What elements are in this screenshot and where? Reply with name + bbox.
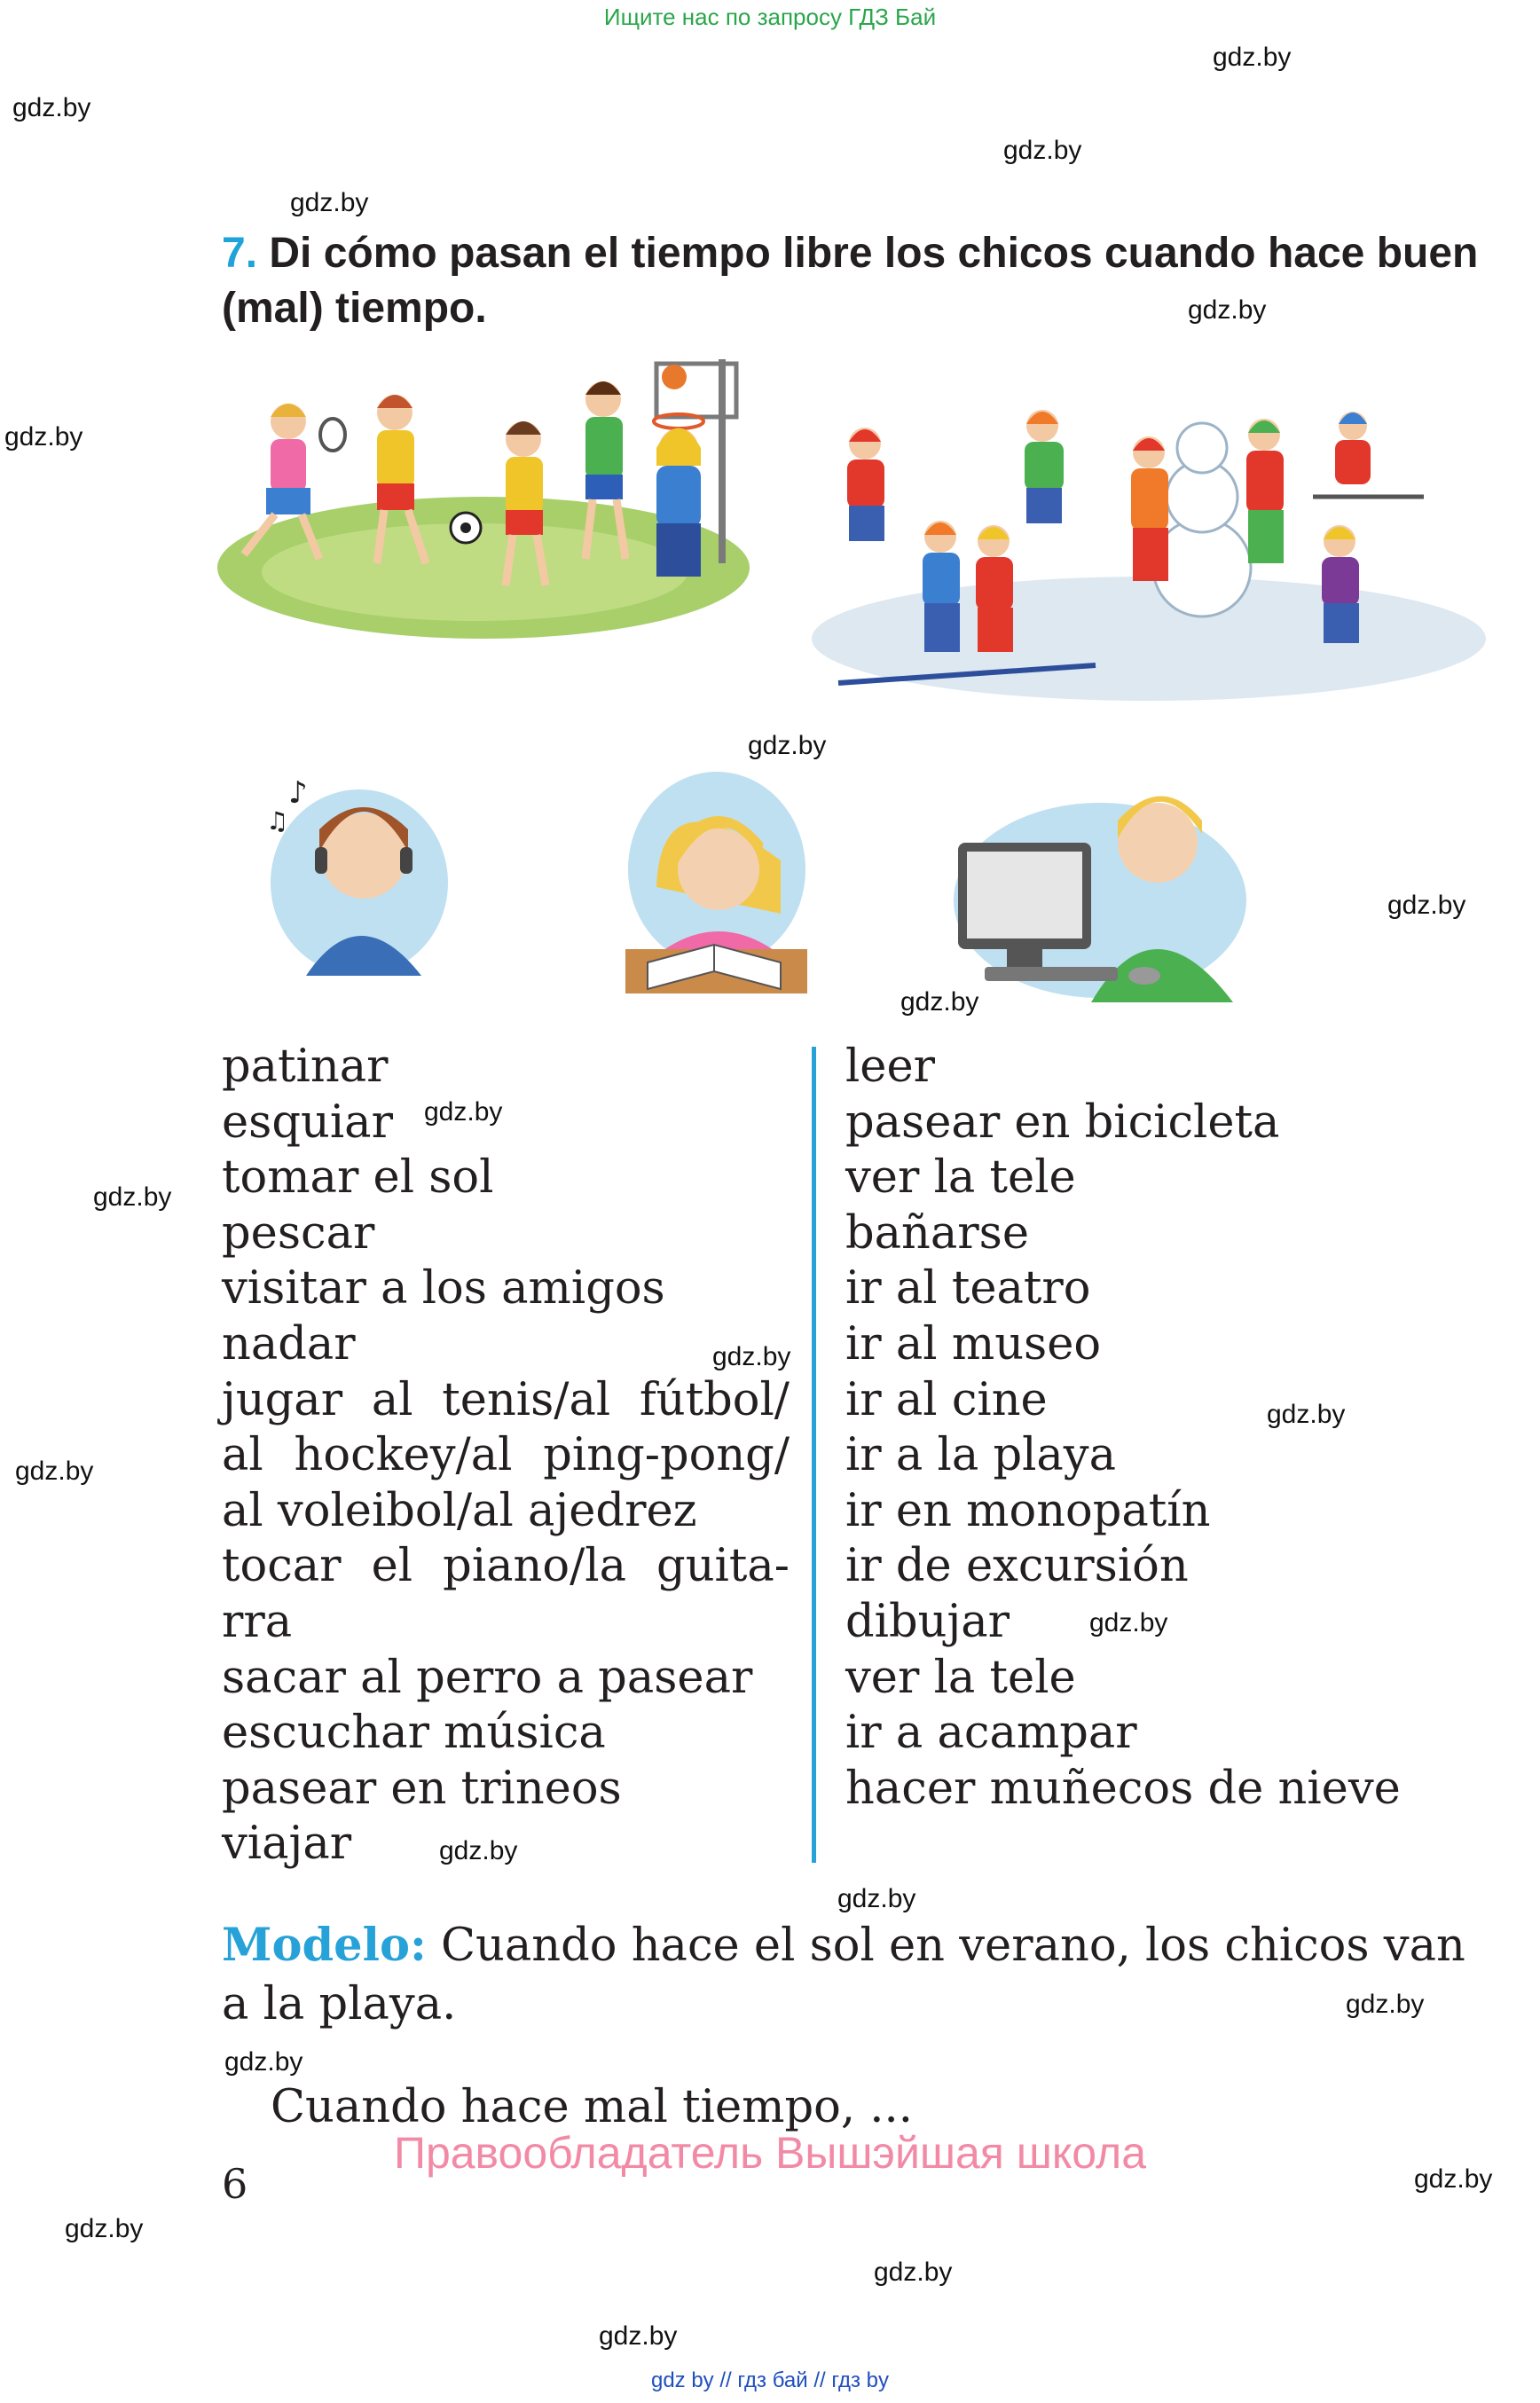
activity-item: rra bbox=[222, 1595, 293, 1648]
activity-item: leer bbox=[845, 1041, 936, 1093]
activity-item: escuchar música bbox=[222, 1707, 606, 1760]
activity-item: pescar bbox=[222, 1206, 375, 1260]
activity-item: bañarse bbox=[845, 1206, 1030, 1260]
model-sentence bbox=[222, 1916, 1481, 2034]
svg-text:♫: ♫ bbox=[266, 806, 289, 836]
watermark: gdz.by bbox=[224, 2047, 303, 2077]
watermark: gdz.by bbox=[1089, 1608, 1168, 1637]
activities-left-column bbox=[222, 1040, 790, 1873]
activity-item: ver la tele bbox=[845, 1651, 1076, 1704]
watermark: gdz.by bbox=[424, 1097, 503, 1127]
watermark: gdz.by bbox=[1414, 2164, 1493, 2194]
watermark: gdz.by bbox=[15, 1457, 94, 1486]
watermark: gdz.by bbox=[65, 2214, 144, 2243]
activities-right-column bbox=[845, 1040, 1484, 1817]
activity-item: tomar el sol bbox=[222, 1151, 494, 1205]
activity-item: dibujar bbox=[845, 1595, 1010, 1648]
page-number: 6 bbox=[222, 2160, 248, 2208]
activity-item: ir de excursión bbox=[845, 1540, 1189, 1593]
watermark: gdz.by bbox=[837, 1884, 916, 1913]
model-label: Modelo: bbox=[222, 1919, 427, 1972]
watermark: gdz.by bbox=[93, 1182, 172, 1212]
watermark: gdz.by bbox=[1213, 43, 1292, 72]
summer-sports-illustration bbox=[208, 350, 758, 643]
watermark: gdz.by bbox=[1188, 295, 1267, 325]
exercise-title: Di cómo pasan el tiempo libre los chicos cuando hace buen (mal) tiempo. bbox=[222, 230, 1479, 332]
activity-item: jugar al tenis/al fútbol/ bbox=[222, 1373, 790, 1426]
watermark: gdz.by bbox=[599, 2321, 678, 2351]
activity-item: visitar a los amigos bbox=[222, 1262, 665, 1315]
watermark: gdz.by bbox=[4, 422, 83, 452]
activity-item: al voleibol/al ajedrez bbox=[222, 1484, 697, 1537]
column-divider bbox=[812, 1047, 816, 1863]
reading-illustration bbox=[621, 763, 812, 998]
site-top-link[interactable]: Ищите нас по запросу ГДЗ Бай bbox=[603, 4, 937, 30]
activity-item: ir al teatro bbox=[845, 1262, 1091, 1315]
activity-item: ir al cine bbox=[845, 1373, 1048, 1426]
activity-item: ir en monopatín bbox=[845, 1484, 1211, 1537]
watermark: gdz.by bbox=[900, 987, 979, 1017]
watermark: gdz.by bbox=[439, 1836, 518, 1865]
watermark: gdz.by bbox=[1346, 1990, 1425, 2019]
exercise-heading bbox=[222, 226, 1481, 336]
rights-holder-watermark: Правообладатель Вышэйшая школа bbox=[394, 2128, 1146, 2178]
watermark: gdz.by bbox=[1003, 136, 1082, 165]
svg-text:♪: ♪ bbox=[288, 775, 308, 811]
watermark: gdz.by bbox=[1267, 1400, 1346, 1429]
site-bottom-link[interactable]: gdz by // гдз бай // гдз by bbox=[650, 2368, 890, 2392]
watermark: gdz.by bbox=[12, 93, 91, 122]
computer-illustration bbox=[949, 794, 1246, 1002]
activity-item: ir al museo bbox=[845, 1317, 1102, 1370]
activity-item: ir a acampar bbox=[845, 1707, 1137, 1760]
activity-item: viajar bbox=[222, 1818, 352, 1871]
model-continuation: Cuando hace mal tiempo, ... bbox=[271, 2081, 913, 2133]
watermark: gdz.by bbox=[712, 1342, 791, 1371]
activity-item: sacar al perro a pasear bbox=[222, 1651, 753, 1704]
activity-item: hacer muñecos de nieve bbox=[845, 1762, 1401, 1815]
activity-item: ir a la playa bbox=[845, 1429, 1117, 1482]
activity-item: ver la tele bbox=[845, 1151, 1076, 1205]
watermark: gdz.by bbox=[290, 188, 369, 217]
watermark: gdz.by bbox=[874, 2258, 953, 2287]
exercise-number: 7. bbox=[222, 230, 258, 277]
watermark: gdz.by bbox=[1387, 891, 1466, 920]
activity-item: pasear en bicicleta bbox=[845, 1095, 1280, 1149]
model-text: Cuando hace el sol en verano, los chicos van a la playa. bbox=[222, 1920, 1465, 2030]
music-listening-illustration bbox=[262, 758, 452, 980]
activity-item: pasear en trineos bbox=[222, 1762, 622, 1815]
watermark: gdz.by bbox=[748, 731, 827, 760]
winter-sports-illustration bbox=[803, 399, 1499, 705]
activity-item: patinar bbox=[222, 1041, 389, 1093]
activity-item: tocar el piano/la guita- bbox=[222, 1540, 790, 1593]
activity-item: esquiar bbox=[222, 1095, 393, 1149]
activity-item: nadar bbox=[222, 1317, 356, 1370]
activity-item: al hockey/al ping-pong/ bbox=[222, 1429, 790, 1482]
